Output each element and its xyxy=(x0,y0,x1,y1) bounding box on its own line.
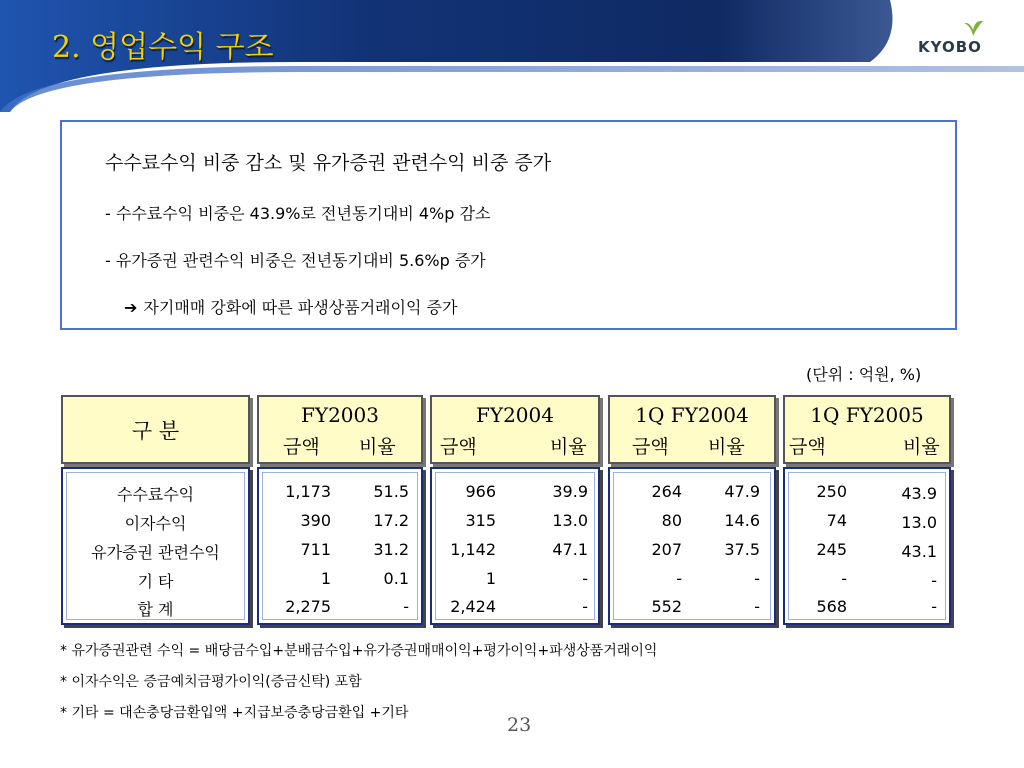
ratio-header: 비율 xyxy=(708,436,745,458)
row-label-interest: 이자수익 xyxy=(124,514,187,533)
ratio-header: 비율 xyxy=(550,436,587,458)
amount-header: 금액 xyxy=(632,436,669,458)
table-cell: - xyxy=(582,597,588,616)
logo-text: KYOBO xyxy=(918,38,982,56)
summary-box xyxy=(60,120,957,330)
category-header-label: 구 분 xyxy=(131,419,180,443)
amount-header: 금액 xyxy=(789,436,826,458)
page-number: 23 xyxy=(507,714,532,736)
fy2004-values-box xyxy=(430,467,600,625)
table-cell: 1 xyxy=(485,569,496,588)
header-period-fy2004 xyxy=(430,395,600,464)
header-period-1q-fy2005 xyxy=(783,395,951,464)
table-cell: 264 xyxy=(651,482,682,501)
table-cell: - xyxy=(931,571,937,590)
table-cell: 245 xyxy=(816,540,847,559)
table-cell: 568 xyxy=(816,597,847,616)
table-cell: 47.9 xyxy=(724,482,760,501)
table-cell: - xyxy=(841,569,847,588)
page-title: 2. 영업수익 구조 xyxy=(52,30,274,65)
1q-fy2004-values-box xyxy=(608,467,776,625)
period-label: 1Q FY2005 xyxy=(810,403,924,427)
table-cell: - xyxy=(754,597,760,616)
table-cell: 37.5 xyxy=(724,540,760,559)
ratio-header: 비율 xyxy=(359,436,396,458)
summary-line-derivatives-text: 자기매매 강화에 따른 파생상품거래이익 증가 xyxy=(143,298,458,317)
table-cell: 31.2 xyxy=(373,540,409,559)
row-label-total: 합 계 xyxy=(137,600,174,619)
table-cell: 43.9 xyxy=(901,484,937,503)
table-cell: - xyxy=(403,597,409,616)
amount-header: 금액 xyxy=(440,436,477,458)
row-labels-box xyxy=(61,467,250,625)
table-cell: 1 xyxy=(320,569,331,588)
table-cell: 17.2 xyxy=(373,511,409,530)
note-other-definition: * 기타 = 대손충당금환입액 +지급보증충당금환입 +기타 xyxy=(60,705,409,721)
table-cell: 47.1 xyxy=(552,540,588,559)
table-cell: 390 xyxy=(300,511,331,530)
table-cell: 2,424 xyxy=(450,597,496,616)
unit-label: (단위 : 억원, %) xyxy=(806,365,922,384)
header-period-fy2003 xyxy=(257,395,423,464)
row-label-other: 기 타 xyxy=(137,572,174,591)
1q-fy2005-values-box xyxy=(783,467,951,625)
header-category xyxy=(61,395,250,464)
period-label: FY2004 xyxy=(476,403,554,427)
period-label: FY2003 xyxy=(301,403,379,427)
table-cell: 207 xyxy=(651,540,682,559)
ratio-header: 비율 xyxy=(903,436,940,458)
row-label-securities: 유가증권 관련수익 xyxy=(91,543,220,562)
table-cell: - xyxy=(582,569,588,588)
row-label-fee: 수수료수익 xyxy=(116,485,195,504)
table-cell: 966 xyxy=(465,482,496,501)
note-securities-definition: * 유가증권관련 수익 = 배당금수입+분배금수입+유가증권매매이익+평가이익+파생상품거래이익 xyxy=(60,643,658,659)
table-cell: 13.0 xyxy=(901,513,937,532)
table-cell: 1,142 xyxy=(450,540,496,559)
table-cell: 74 xyxy=(826,511,847,530)
table-cell: 43.1 xyxy=(901,542,937,561)
table-cell: 711 xyxy=(300,540,331,559)
table-cell: 13.0 xyxy=(552,511,588,530)
table-cell: 552 xyxy=(651,597,682,616)
note-interest-definition: * 이자수익은 증금예치금평가이익(증금신탁) 포함 xyxy=(60,674,362,690)
header-period-1q-fy2004 xyxy=(608,395,776,464)
period-label: 1Q FY2004 xyxy=(635,403,749,427)
header-band xyxy=(0,0,1024,112)
table-cell: 0.1 xyxy=(383,569,409,588)
table-cell: - xyxy=(676,569,682,588)
table-cell: 80 xyxy=(661,511,682,530)
summary-headline: 수수료수익 비중 감소 및 유가증권 관련수익 비중 증가 xyxy=(105,152,552,174)
table-cell: - xyxy=(754,569,760,588)
table-cell: - xyxy=(931,597,937,616)
leaf-icon xyxy=(961,18,985,38)
summary-line-derivatives xyxy=(124,295,457,318)
summary-line-securities: - 유가증권 관련수익 비중은 전년동기대비 5.6%p 증가 xyxy=(105,251,486,270)
summary-line-fee: - 수수료수익 비중은 43.9%로 전년동기대비 4%p 감소 xyxy=(105,204,491,223)
amount-header: 금액 xyxy=(283,436,320,458)
table-cell: 315 xyxy=(465,511,496,530)
table-cell: 14.6 xyxy=(724,511,760,530)
table-cell: 250 xyxy=(816,482,847,501)
table-cell: 1,173 xyxy=(285,482,331,501)
fy2003-values-box xyxy=(257,467,423,625)
kyobo-logo xyxy=(906,18,996,62)
table-cell: 51.5 xyxy=(373,482,409,501)
table-cell: 2,275 xyxy=(285,597,331,616)
table-cell: 39.9 xyxy=(552,482,588,501)
arrow-right-icon: ➔ xyxy=(124,298,138,317)
